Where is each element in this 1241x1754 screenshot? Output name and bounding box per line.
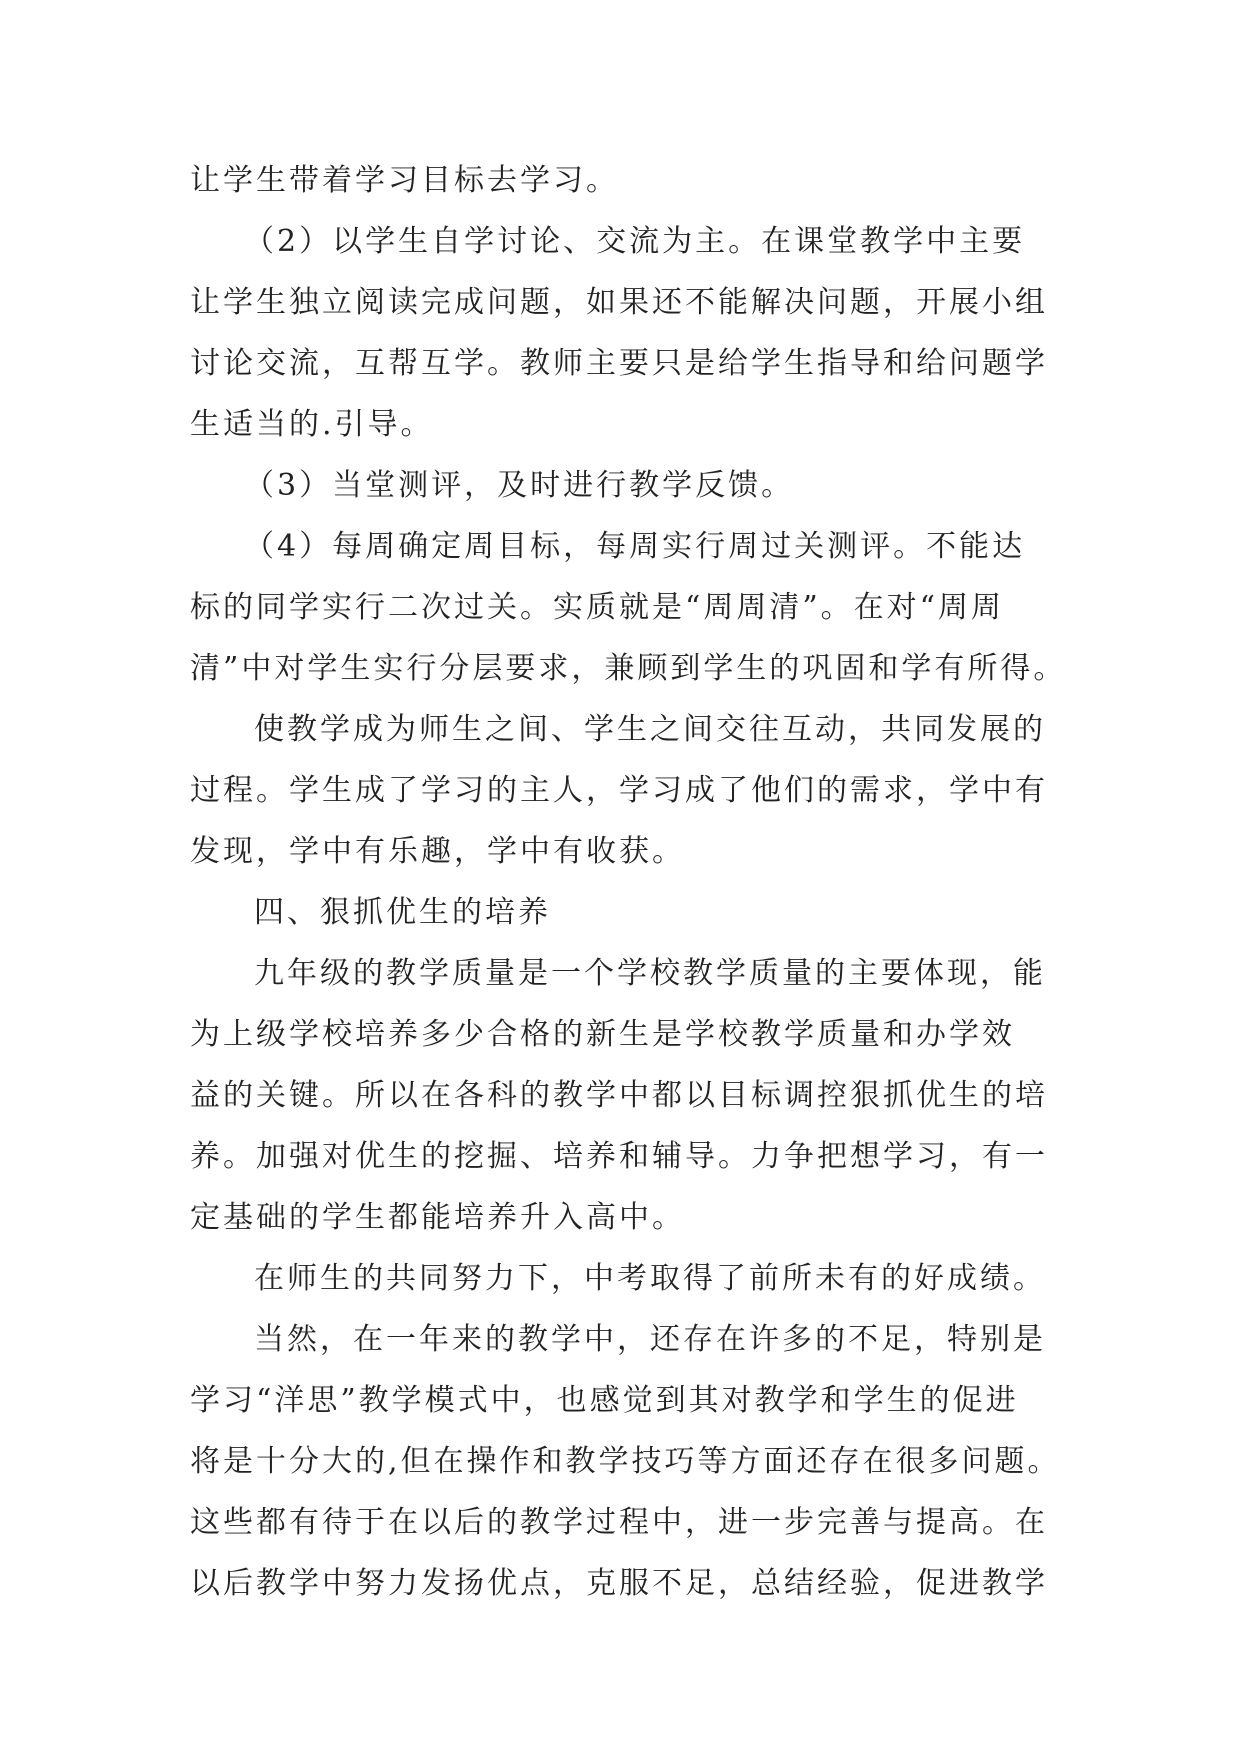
text-line: 四、狠抓优生的培养	[254, 895, 551, 930]
text-line: 发现，学中有乐趣，学中有收获。	[190, 834, 685, 869]
text-line: 为上级学校培养多少合格的新生是学校教学质量和办学效	[190, 1017, 1015, 1052]
text-line: 清”中对学生实行分层要求，兼顾到学生的巩固和学有所得。	[190, 651, 1067, 686]
document-body	[190, 150, 1067, 1614]
text-line: 以后教学中努力发扬优点，克服不足，总结经验，促进教学	[190, 1566, 1048, 1601]
text-line: 养。加强对优生的挖掘、培养和辅导。力争把想学习，有一	[190, 1139, 1048, 1174]
text-line: 在师生的共同努力下，中考取得了前所未有的好成绩。	[254, 1261, 1046, 1296]
text-line: 学习“洋思”教学模式中，也感觉到其对教学和学生的促进	[190, 1383, 1019, 1418]
text-line: （4）每周确定周目标，每周实行周过关测评。不能达	[244, 529, 1026, 564]
text-line: 生适当的.引导。	[190, 407, 434, 442]
text-line: 将是十分大的,但在操作和教学技巧等方面还存在很多问题。	[190, 1444, 1061, 1479]
text-line: 益的关键。所以在各科的教学中都以目标调控狠抓优生的培	[190, 1078, 1048, 1113]
text-line: 九年级的教学质量是一个学校教学质量的主要体现，能	[254, 956, 1046, 991]
text-line: （2）以学生自学讨论、交流为主。在课堂教学中主要	[244, 224, 1026, 259]
text-line: 过程。学生成了学习的主人，学习成了他们的需求，学中有	[190, 773, 1048, 808]
text-line: 讨论交流，互帮互学。教师主要只是给学生指导和给问题学	[190, 346, 1048, 381]
text-line: 定基础的学生都能培养升入高中。	[190, 1200, 685, 1235]
text-line: （3）当堂测评，及时进行教学反馈。	[244, 468, 795, 503]
text-line: 这些都有待于在以后的教学过程中，进一步完善与提高。在	[190, 1505, 1048, 1540]
text-line: 使教学成为师生之间、学生之间交往互动，共同发展的	[254, 712, 1046, 747]
text-line: 当然，在一年来的教学中，还存在许多的不足，特别是	[254, 1322, 1046, 1357]
text-line: 让学生带着学习目标去学习。	[190, 163, 619, 198]
text-line: 标的同学实行二次过关。实质就是“周周清”。在对“周周	[190, 590, 1005, 625]
text-line: 让学生独立阅读完成问题，如果还不能解决问题，开展小组	[190, 285, 1048, 320]
